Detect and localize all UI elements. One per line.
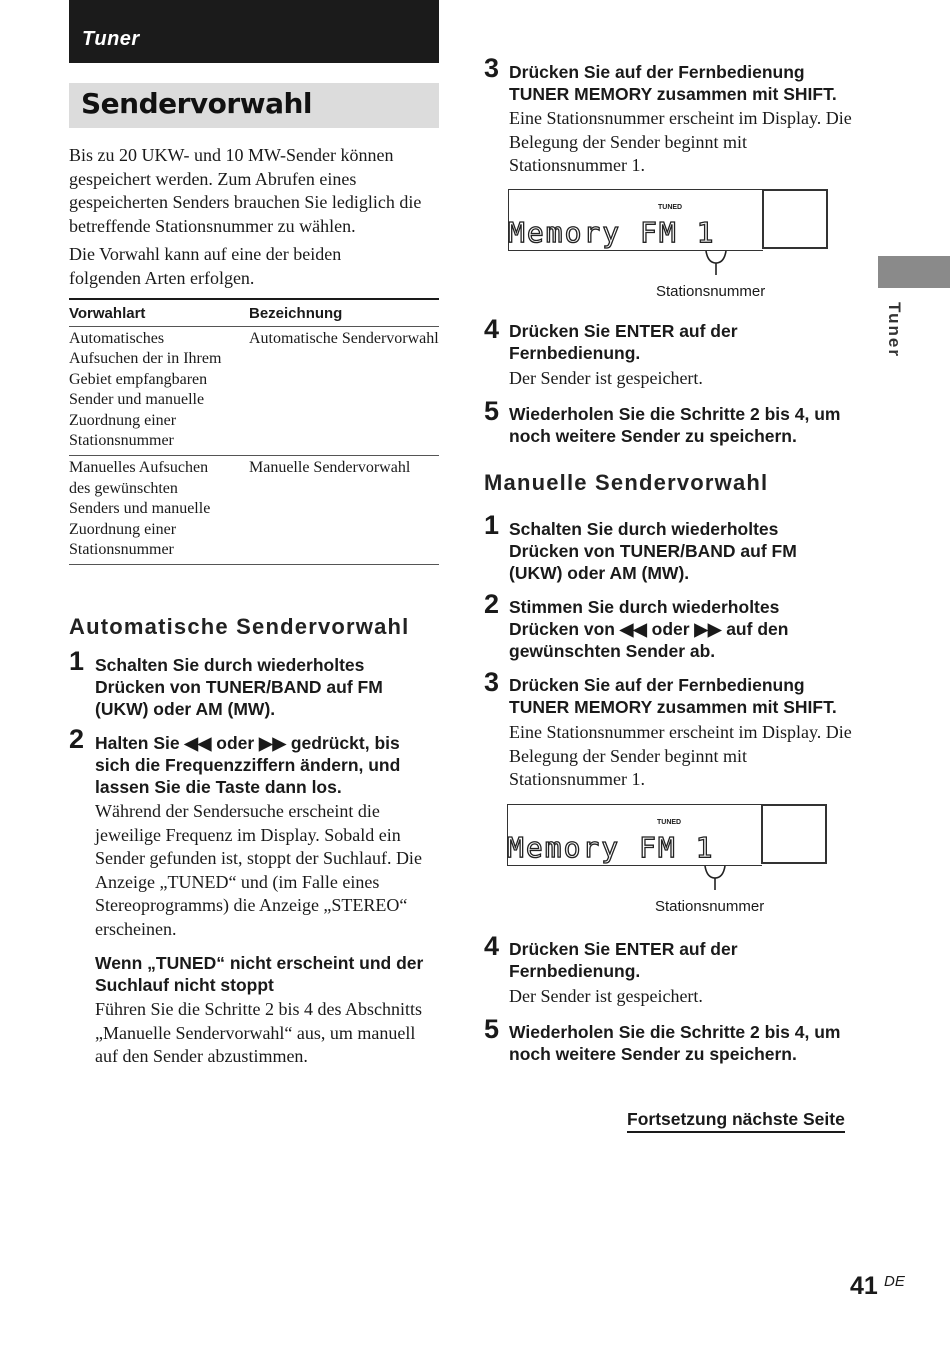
- step-instruction: Stimmen Sie durch wiederholtes Drücken von ◀◀ oder ▶▶ auf den gewünschten Sender ab.: [509, 597, 789, 661]
- step-instruction: Halten Sie ◀◀ oder ▶▶ gedrückt, bis sich die Frequenzziffern ändern, und lassen Sie die Taste dann los.: [95, 733, 401, 797]
- display-caption: Stationsnummer: [655, 898, 765, 915]
- step-instruction: Wiederholen Sie die Schritte 2 bis 4, um noch weitere Sender zu speichern.: [509, 1022, 841, 1064]
- step-instruction: Drücken Sie auf der Fernbedienung TUNER MEMORY zusammen mit SHIFT.: [509, 675, 837, 717]
- table-cell: Automatische Sendervorwahl: [249, 330, 439, 347]
- intro-paragraph-2: Die Vorwahl kann auf eine der beiden folgenden Arten erfolgen.: [69, 244, 342, 288]
- step-number: 2: [69, 724, 85, 754]
- step-number: 2: [484, 589, 500, 619]
- step-instruction: Drücken Sie ENTER auf der Fernbedienung.: [509, 939, 738, 981]
- display-illustration: [507, 804, 829, 866]
- note-body: Führen Sie die Schritte 2 bis 4 des Abschnitts „Manuelle Sendervorwahl“ aus, um manuell auf den Sender abzustimmen.: [95, 999, 422, 1066]
- note-title: Wenn „TUNED“ nicht erscheint und der Suchlauf nicht stoppt: [95, 953, 424, 995]
- side-tab: [878, 256, 950, 288]
- table-header-cell: Bezeichnung: [249, 304, 343, 322]
- step-body: Während der Sendersuche erscheint die jeweilige Frequenz im Display. Sobald ein Sender gefunden ist, stoppt der Suchlauf. Die Anzeige „TUNED“ und (im Falle eines Stereoprogramms) die Anzeige „STEREO“ erscheinen.: [95, 801, 422, 939]
- preset-methods-table: [69, 298, 439, 565]
- table-header: [69, 300, 439, 326]
- side-tab-label: Tuner: [885, 302, 904, 358]
- step-number: 1: [484, 510, 500, 540]
- intro-paragraph-1: Bis zu 20 UKW- und 10 MW-Sender können gespeichert werden. Zum Abrufen eines gespeicherten Senders brauchen Sie lediglich die betreffende Stationsnummer zu wählen.: [69, 145, 422, 236]
- lcd-text: Memory FM 1: [508, 216, 716, 249]
- step-body: Eine Stationsnummer erscheint im Display. Die Belegung der Sender beginnt mit Stationsnummer 1.: [509, 108, 852, 175]
- step-body: Eine Stationsnummer erscheint im Display. Die Belegung der Sender beginnt mit Stationsnummer 1.: [509, 722, 852, 789]
- section-heading-manual: Manuelle Sendervorwahl: [484, 470, 769, 495]
- step-number: 3: [484, 667, 500, 697]
- table-row: [69, 327, 439, 455]
- page-language-suffix: DE: [884, 1273, 905, 1290]
- step-number: 3: [484, 53, 500, 83]
- display-caption: Stationsnummer: [656, 283, 766, 300]
- step-number: 5: [484, 396, 500, 426]
- table-cell: Manuelle Sendervorwahl: [249, 459, 411, 477]
- step-number: 1: [69, 646, 85, 676]
- page-title: Sendervorwahl: [81, 87, 313, 120]
- tuned-indicator: TUNED: [658, 204, 683, 211]
- step-number: 4: [484, 314, 500, 344]
- display-illustration: [508, 189, 830, 251]
- step-number: 5: [484, 1014, 500, 1044]
- step-instruction: Drücken Sie auf der Fernbedienung TUNER MEMORY zusammen mit SHIFT.: [509, 62, 837, 104]
- pointer-bracket-icon: [703, 864, 727, 890]
- step-number: 4: [484, 931, 500, 961]
- table-cell: Automatisches Aufsuchen der in Ihrem Gebiet empfangbaren Sender und manuelle Zuordnung einer Stationsnummer: [69, 330, 222, 450]
- table-header-cell: Vorwahlart: [69, 304, 146, 322]
- step-body: Der Sender ist gespeichert.: [509, 368, 703, 388]
- step-instruction: Drücken Sie ENTER auf der Fernbedienung.: [509, 321, 738, 363]
- section-header: [69, 0, 439, 63]
- step-instruction: Schalten Sie durch wiederholtes Drücken von TUNER/BAND auf FM (UKW) oder AM (MW).: [509, 519, 797, 583]
- step-body: Der Sender ist gespeichert.: [509, 986, 703, 1006]
- table-cell: Manuelles Aufsuchen des gewünschten Senders und manuelle Zuordnung einer Stationsnummer: [69, 459, 211, 559]
- section-heading-auto: Automatische Sendervorwahl: [69, 614, 410, 639]
- tuned-indicator: TUNED: [657, 819, 682, 826]
- table-row: [69, 456, 439, 564]
- page-number: 41: [850, 1272, 878, 1300]
- step-instruction: Wiederholen Sie die Schritte 2 bis 4, um noch weitere Sender zu speichern.: [509, 404, 841, 446]
- page-title-box: [69, 83, 439, 128]
- continue-next-page-link[interactable]: Fortsetzung nächste Seite: [627, 1109, 845, 1133]
- lcd-text: Memory FM 1: [507, 831, 715, 864]
- section-label: Tuner: [82, 28, 140, 50]
- pointer-bracket-icon: [704, 249, 728, 275]
- step-instruction: Schalten Sie durch wiederholtes Drücken von TUNER/BAND auf FM (UKW) oder AM (MW).: [95, 655, 383, 719]
